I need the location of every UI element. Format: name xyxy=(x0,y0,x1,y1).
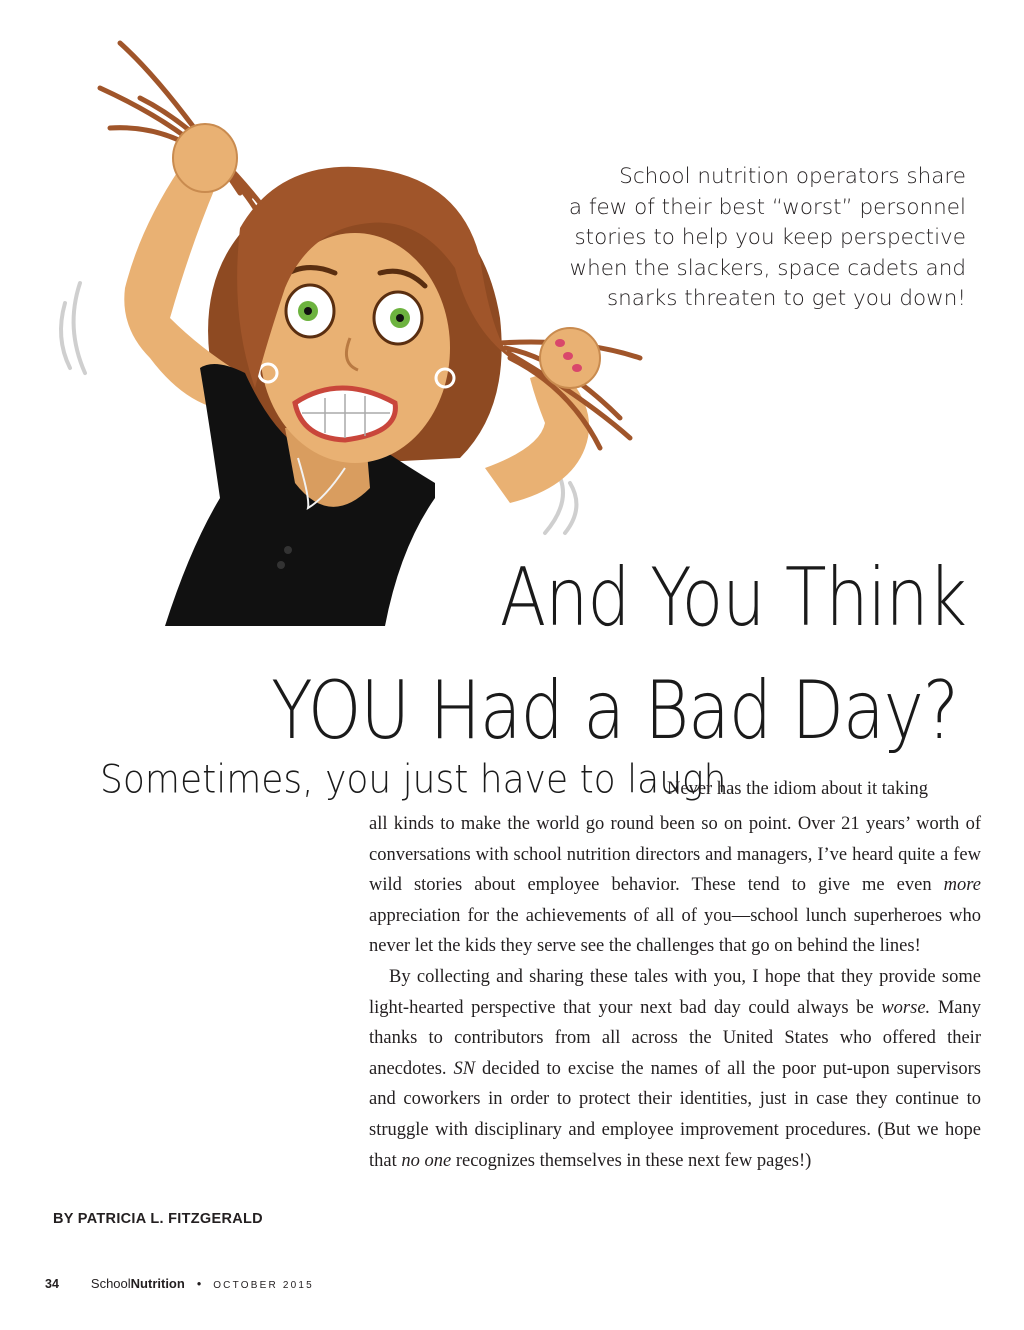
deck-line: a few of their best “worst” personnel xyxy=(568,194,966,220)
body-text: By collecting and sharing these tales with you, I hope that they provide some light-hearted perspective that your next bad day could always be xyxy=(369,966,981,1018)
left-fist xyxy=(173,124,237,192)
deck-line: stories to help you keep perspective xyxy=(574,225,966,250)
headline-line-2: YOU Had a Bad Day? xyxy=(271,665,958,759)
issue-date: OCTOBER 2015 xyxy=(213,1280,314,1291)
shirt-button xyxy=(284,546,292,554)
magazine-name-part1: School xyxy=(90,1276,131,1291)
article-body xyxy=(369,809,981,1176)
body-text: all kinds to make the world go round been so on point. Over 21 years’ worth of conversations with school nutrition directors and managers, I’ve heard quite a few wild stories about employee behavior. These tend to give me even xyxy=(369,814,981,896)
body-first-line: Never has the idiom about it taking xyxy=(667,779,928,799)
deck-line: School nutrition operators share xyxy=(619,164,966,189)
body-emphasis: SN xyxy=(453,1058,476,1079)
page-footer xyxy=(45,1276,314,1291)
right-pupil xyxy=(396,314,404,322)
stressed-woman-illustration xyxy=(40,28,740,638)
byline: BY PATRICIA L. FITZGERALD xyxy=(53,1211,263,1227)
magazine-name-part2: Nutrition xyxy=(130,1276,185,1291)
body-text: Many thanks to contributors from all across the United States who offered their anecdotes. xyxy=(369,997,981,1079)
body-emphasis: worse. xyxy=(881,997,931,1018)
body-text: appreciation for the achievements of all of you—school lunch superheroes who never let the kids they serve see the challenges that go on behind the lines! xyxy=(369,905,981,957)
body-emphasis: more xyxy=(943,875,981,896)
lead-in: Sometimes, you just have to laugh. xyxy=(100,758,738,803)
body-paragraph-1 xyxy=(369,809,981,962)
body-emphasis: no one xyxy=(401,1150,452,1171)
deck-line: snarks threaten to get you down! xyxy=(606,286,966,311)
footer-separator: • xyxy=(196,1277,202,1291)
shirt-button xyxy=(277,561,285,569)
body-text: decided to excise the names of all the poor put-upon supervisors and coworkers in order to protect their identities, just in case they continue to struggle with disciplinary and employee improvement procedures. (But we hope that xyxy=(369,1058,982,1171)
left-pupil xyxy=(304,307,312,315)
body-paragraph-2 xyxy=(369,962,981,1176)
deck-line: when the slackers, space cadets and xyxy=(569,255,966,281)
body-text: recognizes themselves in these next few pages!) xyxy=(451,1150,812,1171)
headline-line-1: And You Think xyxy=(499,552,966,646)
article-deck xyxy=(546,162,966,315)
motion-lines-left xyxy=(61,283,85,373)
page-number: 34 xyxy=(45,1277,59,1291)
